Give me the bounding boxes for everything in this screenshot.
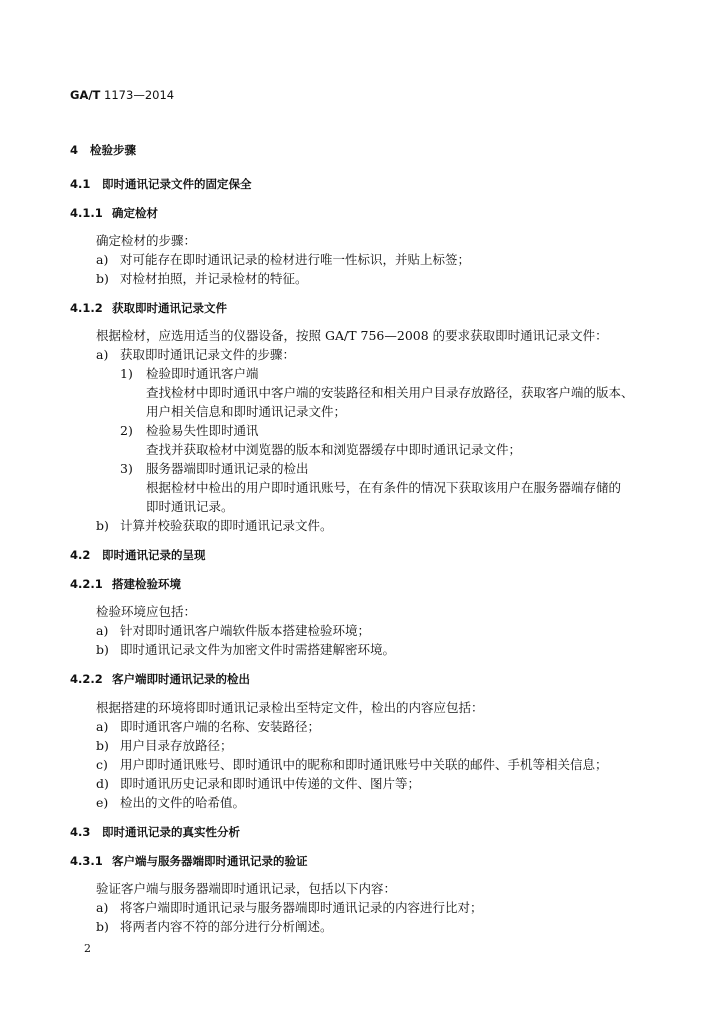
sub-list-text: 查找并获取检材中浏览器的版本和浏览器缓存中即时通讯记录文件； (146, 442, 522, 457)
page-number: 2 (84, 942, 91, 955)
sub-list-text: 用户相关信息和即时通讯记录文件； (146, 404, 347, 419)
standard-code-prefix: GA/T (70, 88, 101, 102)
list-item: c) 用户即时通讯账号、即时通讯中的昵称和即时通讯账号中关联的邮件、手机等相关信息； (96, 757, 608, 772)
paragraph: 根据检材，应选用适当的仪器设备，按照 GA/T 756—2008 的要求获取即时通讯记录文件： (96, 328, 608, 343)
section-4-2-heading: 4.2 即时通讯记录的呈现 (70, 548, 206, 562)
sub-list-text: 查找检材中即时通讯中客户端的安装路径和相关用户目录存放路径，获取客户端的版本、 (146, 385, 634, 400)
list-item: a) 将客户端即时通讯记录与服务器端即时通讯记录的内容进行比对； (96, 900, 483, 915)
list-item: b) 对检材拍照，并记录检材的特征。 (96, 271, 308, 286)
paragraph: 验证客户端与服务器端即时通讯记录，包括以下内容： (96, 881, 397, 896)
list-item: a) 针对即时通讯客户端软件版本搭建检验环境； (96, 623, 371, 638)
section-4-1-1-heading: 4.1.1 确定检材 (70, 206, 158, 220)
sub-list-item: 1) 检验即时通讯客户端 (120, 366, 259, 381)
section-4-3-heading: 4.3 即时通讯记录的真实性分析 (70, 825, 240, 839)
paragraph: 检验环境应包括： (96, 604, 197, 619)
list-item: a) 对可能存在即时通讯记录的检材进行唯一性标识，并贴上标签； (96, 252, 471, 267)
section-4-1-heading: 4.1 即时通讯记录文件的固定保全 (70, 177, 252, 191)
section-4-2-2-heading: 4.2.2 客户端即时通讯记录的检出 (70, 672, 250, 686)
list-item: b) 即时通讯记录文件为加密文件时需搭建解密环境。 (96, 642, 396, 657)
section-4-1-2-heading: 4.1.2 获取即时通讯记录文件 (70, 301, 227, 315)
section-4-3-1-heading: 4.3.1 客户端与服务器端即时通讯记录的验证 (70, 854, 308, 868)
sub-list-text: 根据检材中检出的用户即时通讯账号，在有条件的情况下获取该用户在服务器端存储的 (146, 480, 622, 495)
list-item: a) 即时通讯客户端的名称、安装路径； (96, 719, 321, 734)
list-item: d) 即时通讯历史记录和即时通讯中传递的文件、图片等； (96, 776, 421, 791)
paragraph: 确定检材的步骤： (96, 233, 197, 248)
list-item: e) 检出的文件的哈希值。 (96, 795, 246, 810)
sub-list-item: 3) 服务器端即时通讯记录的检出 (120, 461, 309, 476)
list-item: b) 计算并校验获取的即时通讯记录文件。 (96, 518, 333, 533)
standard-code (70, 88, 174, 102)
standard-code-number: 1173—2014 (104, 88, 175, 102)
list-item: b) 将两者内容不符的部分进行分析阐述。 (96, 919, 333, 934)
section-4-heading: 4 检验步骤 (70, 143, 136, 157)
sub-list-item: 2) 检验易失性即时通讯 (120, 423, 259, 438)
paragraph: 根据搭建的环境将即时通讯记录检出至特定文件，检出的内容应包括： (96, 700, 484, 715)
list-item: b) 用户目录存放路径； (96, 738, 233, 753)
section-4-2-1-heading: 4.2.1 搭建检验环境 (70, 577, 181, 591)
list-item: a) 获取即时通讯记录文件的步骤： (96, 347, 296, 362)
sub-list-text: 即时通讯记录。 (146, 499, 234, 514)
